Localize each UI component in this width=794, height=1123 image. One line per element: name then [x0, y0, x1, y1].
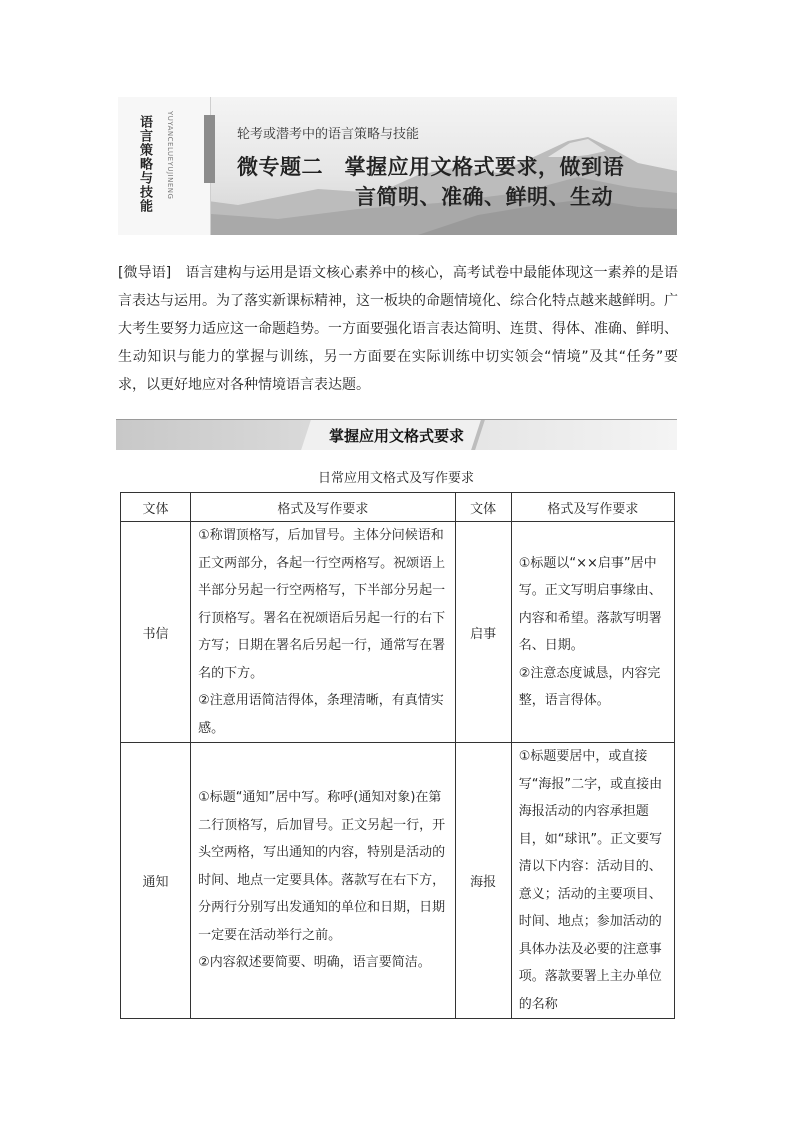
genre-cell: 通知	[121, 743, 191, 1019]
header-requirements-2: 格式及写作要求	[511, 493, 674, 522]
header-genre-2: 文体	[455, 493, 511, 522]
intro-text: 语言建构与运用是语文核心素养中的核心，高考试卷中最能体现这一素养的是语言表达与运用。为了落实新课标精神，这一板块的命题情境化、综合化特点越来越鲜明。广大考生要努力适应这一命题趋势。一方面要强化语言表达简明、连贯、得体、准确、鲜明、生动知识与能力的掌握与训练，另一方面要在实际训练中切实领会“情境”及其“任务”要求，以更好地应对各种情境语言表达题。	[118, 265, 678, 393]
requirement-text: ①称谓顶格写，后加冒号。主体分问候语和正文两部分，各起一行空两格写。祝颂语上半部分另起一行空两格写，下半部分另起一行顶格写。署名在祝颂语后另起一行的右下方写；日期在署名后另起一行，通常写在署名的下方。	[198, 528, 446, 681]
requirement-text: ②内容叙述要简要、明确，语言要简洁。	[198, 955, 431, 971]
requirements-cell	[511, 522, 674, 743]
section-header	[116, 419, 677, 450]
section-title: 掌握应用文格式要求	[328, 427, 464, 445]
genre-cell: 书信	[121, 522, 191, 743]
requirements-cell	[511, 743, 674, 1019]
genre-cell: 启事	[455, 522, 511, 743]
side-pinyin: YUYANCELUEYUJINENG	[166, 111, 174, 200]
intro-tag: [微导语]	[118, 265, 172, 281]
header-requirements-1: 格式及写作要求	[191, 493, 455, 522]
table-caption: 日常应用文格式及写作要求	[317, 471, 474, 486]
banner-title-line2: 言简明、准确、鲜明、生动	[355, 185, 613, 209]
banner-subtitle: 轮考或潜考中的语言策略与技能	[237, 127, 420, 142]
intro-paragraph	[118, 259, 678, 399]
side-title: 语言策略与技能	[137, 115, 152, 213]
requirement-text: ②注意态度诚恳，内容完整，语言得体。	[518, 665, 661, 708]
banner-title-line1: 微专题二 掌握应用文格式要求，做到语	[237, 155, 624, 179]
chapter-banner	[118, 97, 677, 235]
header-genre-1: 文体	[121, 493, 191, 522]
format-requirements-table	[120, 492, 675, 1019]
genre-cell: 海报	[455, 743, 511, 1019]
requirement-text: ①标题“通知”居中写。称呼(通知对象)在第二行顶格写，后加冒号。正文另起一行，开头空两格，写出通知的内容，特别是活动的时间、地点一定要具体。落款写在右下方，分两行分别写出发通知的单位和日期，日期一定要在活动举行之前。	[198, 790, 446, 943]
decorative-bar	[204, 115, 215, 183]
requirements-cell	[191, 743, 455, 1019]
requirements-cell	[191, 522, 455, 743]
requirement-text: ②注意用语简洁得体，条理清晰，有真情实感。	[198, 693, 444, 736]
table-row	[121, 743, 675, 1019]
table-header-row	[121, 493, 675, 522]
table-row	[121, 522, 675, 743]
requirement-text: ①标题要居中，或直接写“海报”二字，或直接由海报活动的内容承担题目，如“球讯”。正文要写清以下内容：活动目的、意义；活动的主要项目、时间、地点；参加活动的具体办法及必要的注意事项。落款要署上主办单位的名称	[518, 749, 663, 1012]
requirement-text: ①标题以“××启事”居中写。正文写明启事缘由、内容和希望。落款写明署名、日期。	[518, 555, 662, 653]
side-label-box	[118, 97, 211, 235]
